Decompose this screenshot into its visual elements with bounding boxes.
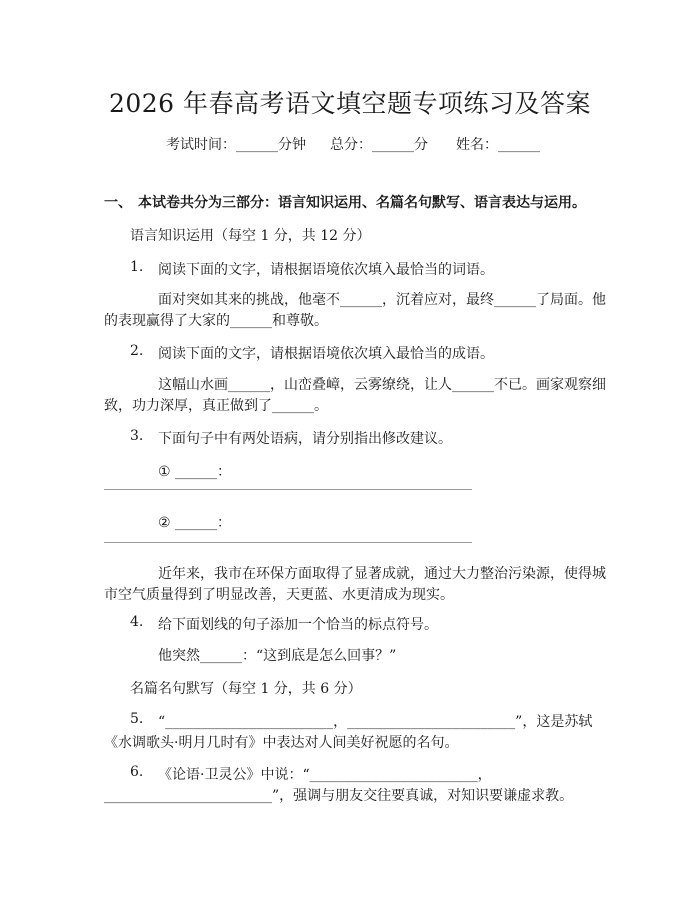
question-6-text-line-2: ________________________”，强调与朋友交往要真诚，对知识要谦虚求教。 [104,788,574,804]
question-3-item-2: ② ______： [158,515,232,531]
student-name-field: 姓名：______ [456,137,540,153]
question-3-item-1: ① ______： [158,464,232,480]
question-6-number: 6. [130,764,144,780]
question-2-number: 2. [130,343,144,359]
question-1-text-line-2: 的表现赢得了大家的______和尊敬。 [104,313,328,329]
question-2-text-line-2: 致，功力深厚，真正做到了______。 [104,398,328,414]
question-4-text-line-1: 他突然______：“这到底是怎么回事？” [158,648,397,664]
question-3-prompt: 下面句子中有两处语病，请分别指出修改建议。 [158,431,452,447]
question-5-text-line-2: 《水调歌头·明月几时有》中表达对人间美好祝愿的名句。 [104,735,459,751]
question-1-number: 1. [130,259,144,275]
question-2-prompt: 阅读下面的文字，请根据语境依次填入最恰当的成语。 [158,346,494,362]
answer-line-2 [104,542,472,543]
question-5-text-line-1: “________________________，________________________”，这是苏轼 [158,714,593,730]
section-heading: 本试卷共分为三部分：语言知识运用、名篇名句默写、语言表达与运用。 [138,195,586,211]
question-1-prompt: 阅读下面的文字，请根据语境依次填入最恰当的词语。 [158,262,494,278]
question-5-number: 5. [130,711,144,727]
part-heading-language: 语言知识运用（每空 1 分，共 12 分） [130,228,371,244]
document-title: 2026 年春高考语文填空题专项练习及答案 [108,89,592,118]
question-1-text-line-1: 面对突如其来的挑战，他毫不______，沉着应对，最终______了局面。他 [158,292,606,308]
exam-time-field: 考试时间：______分钟 [166,137,306,153]
total-score-field: 总分：______分 [330,137,428,153]
question-4-prompt: 给下面划线的句子添加一个恰当的标点符号。 [158,617,438,633]
part-heading-recitation: 名篇名句默写（每空 1 分，共 6 分） [130,681,362,697]
answer-line-1 [104,489,472,490]
section-number: 一、 [104,195,132,211]
question-3-text-line-2: 市空气质量得到了明显改善，天更蓝、水更清成为现实。 [104,587,454,603]
question-3-number: 3. [130,428,144,444]
question-6-text-line-1: 《论语·卫灵公》中说：“________________________， [158,767,492,783]
question-2-text-line-1: 这幅山水画______，山峦叠嶂，云雾缭绕，让人______不已。画家观察细 [158,377,606,393]
question-3-text-line-1: 近年来，我市在环保方面取得了显著成就，通过大力整治污染源，使得城 [158,566,606,582]
question-4-number: 4. [130,614,144,630]
